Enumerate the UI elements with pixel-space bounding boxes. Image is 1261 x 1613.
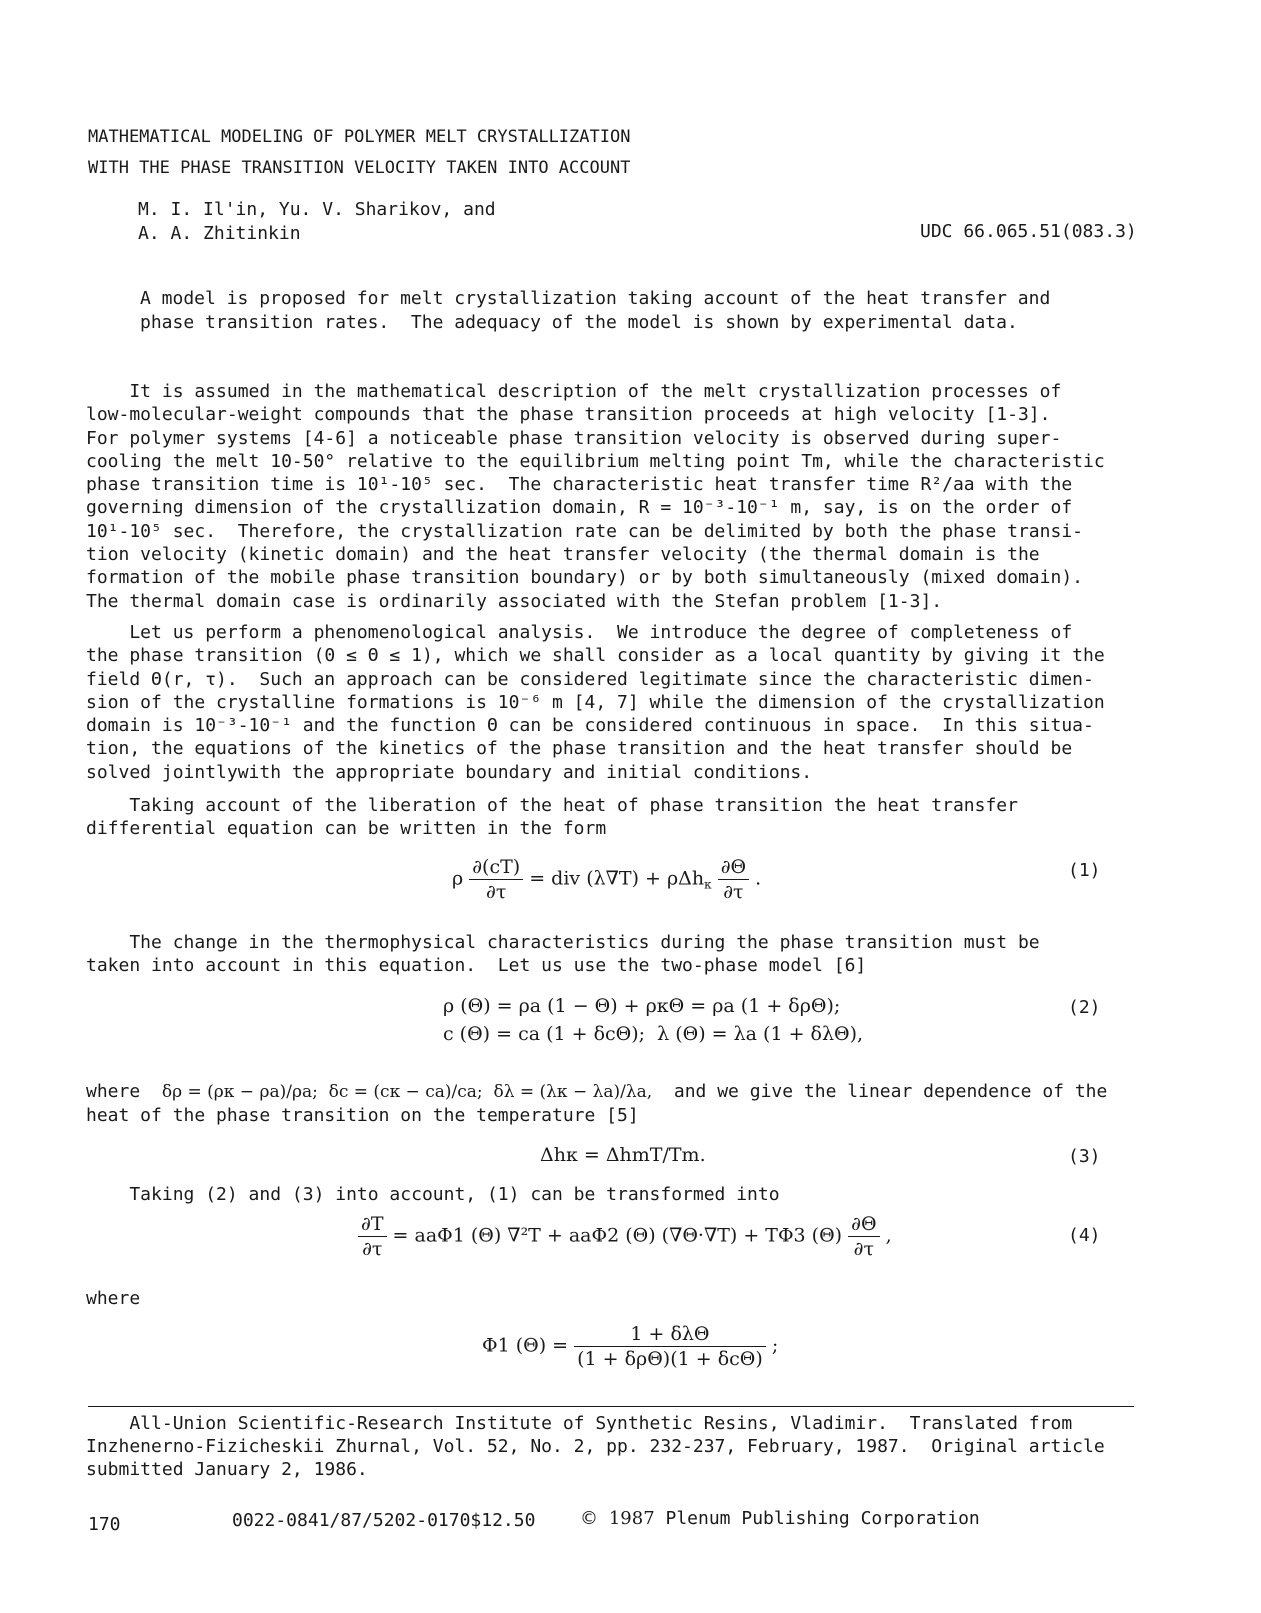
eq-text: , — [879, 1224, 892, 1247]
text-line: solved jointlywith the appropriate boundary and initial conditions. — [86, 761, 813, 783]
text-line: tion, the equations of the kinetics of the phase transition and the heat transfer should be — [86, 738, 1073, 760]
title-line: WITH THE PHASE TRANSITION VELOCITY TAKEN INTO ACCOUNT — [88, 158, 631, 178]
title-line: MATHEMATICAL MODELING OF POLYMER MELT CRYSTALLIZATION — [88, 127, 631, 147]
eq-text: Φ1 (Θ) = — [482, 1334, 575, 1357]
text-line: 10¹-10⁵ sec. Therefore, the crystallization rate can be delimited by both the phase transi- — [86, 520, 1083, 542]
copyright-icon: © — [580, 1508, 598, 1529]
issn-price: 0022-0841/87/5202-0170$12.50 — [232, 1510, 536, 1531]
eq-text: ; — [765, 1334, 779, 1357]
author-line: A. A. Zhitinkin — [138, 223, 301, 244]
eq-line: ρ (Θ) = ρa (1 − Θ) + ρкΘ = ρa (1 + δρΘ); — [443, 995, 841, 1017]
eq-line: c (Θ) = ca (1 + δcΘ); λ (Θ) = λa (1 + δλΘ), — [443, 1023, 864, 1045]
paragraph-two-phase — [86, 931, 1040, 978]
fraction — [358, 1212, 387, 1261]
text-line: heat of the phase transition on the temperature [5] — [86, 1105, 639, 1127]
abstract — [140, 287, 1050, 335]
text-line: low-molecular-weight compounds that the phase transition proceeds at high velocity [1-3]. — [86, 404, 1051, 426]
publisher: Plenum Publishing Corporation — [665, 1508, 980, 1529]
paragraph-analysis — [86, 621, 1105, 784]
numerator: ∂(cT) — [469, 855, 523, 880]
denominator: ∂τ — [853, 1238, 874, 1260]
equation-3: Δhк = ΔhmT/Tm. — [540, 1144, 706, 1166]
equation-2 — [443, 992, 863, 1048]
numerator: ∂T — [358, 1212, 387, 1237]
abstract-line: A model is proposed for melt crystallization taking account of the heat transfer and — [140, 288, 1051, 309]
text-line: For polymer systems [4-6] a noticeable phase transition velocity is observed during super- — [86, 427, 1062, 449]
paragraph-intro — [86, 380, 1105, 613]
text-line: The change in the thermophysical characteristics during the phase transition must be — [86, 932, 1040, 953]
text-line: formation of the mobile phase transition boundary) or by both simultaneously (mixed domain). — [86, 567, 1083, 589]
fraction — [469, 855, 523, 904]
denominator: ∂τ — [486, 881, 507, 903]
author-line: M. I. Il'in, Yu. V. Sharikov, and — [138, 199, 496, 220]
equation-number: (2) — [1068, 997, 1101, 1018]
footnote-divider — [88, 1406, 1134, 1407]
footnote — [86, 1412, 1105, 1481]
equation-1 — [452, 855, 761, 904]
equation-phi1 — [482, 1322, 778, 1371]
paragraph-where: where — [86, 1288, 141, 1309]
text-line: phase transition time is 10¹-10⁵ sec. The characteristic heat transfer time R²/aa with the — [86, 474, 1073, 496]
text-line: submitted January 2, 1986. — [86, 1459, 368, 1480]
text-line: the phase transition (0 ≤ Θ ≤ 1), which we shall consider as a local quantity by giving it the — [86, 645, 1105, 667]
text-line: Taking account of the liberation of the heat of phase transition the heat transfer — [86, 795, 1018, 816]
text-line: Inzhenerno-Fizicheskii Zhurnal, Vol. 52, No. 2, pp. 232-237, February, 1987. Original article — [86, 1436, 1105, 1457]
paragraph-heat-transfer — [86, 794, 1018, 841]
text-line: tion velocity (kinetic domain) and the heat transfer velocity (the thermal domain is the — [86, 544, 1040, 566]
text-line: Let us perform a phenomenological analysis. We introduce the degree of completeness of — [86, 622, 1073, 643]
numerator: 1 + δλΘ — [574, 1322, 766, 1347]
fraction — [718, 855, 749, 904]
text-line: governing dimension of the crystallization domain, R = 10⁻³-10⁻¹ m, say, is on the order of — [86, 497, 1073, 519]
page-number: 170 — [88, 1514, 121, 1535]
denominator: (1 + δρΘ)(1 + δcΘ) — [577, 1348, 763, 1370]
numerator: ∂Θ — [848, 1212, 879, 1237]
fraction — [574, 1322, 766, 1371]
abstract-line: phase transition rates. The adequacy of the model is shown by experimental data. — [140, 312, 1018, 333]
paragraph-transform: Taking (2) and (3) into account, (1) can be transformed into — [86, 1184, 780, 1205]
author-list — [138, 198, 496, 246]
text-line: sion of the crystalline formations is 10⁻⁶ m [4, 7] while the dimension of the crystallization — [86, 691, 1105, 713]
copyright-year: 1987 — [608, 1508, 655, 1529]
eq-subscript: к — [704, 877, 712, 892]
equation-number: (1) — [1068, 860, 1101, 881]
equation-4 — [358, 1212, 892, 1261]
eq-text: = div (λ∇T) + ρΔh — [523, 867, 705, 890]
text-line: taken into account in this equation. Let us use the two-phase model [6] — [86, 955, 867, 977]
eq-text: . — [749, 867, 762, 890]
text-line: It is assumed in the mathematical description of the melt crystallization processes of — [86, 381, 1062, 402]
text-fragment: and we give the linear dependence of the — [673, 1081, 1108, 1102]
paragraph-deltas — [86, 1080, 1107, 1128]
equation-number: (4) — [1068, 1225, 1101, 1246]
equation-number: (3) — [1068, 1146, 1101, 1167]
text-line: The thermal domain case is ordinarily associated with the Stefan problem [1-3]. — [86, 590, 943, 612]
denominator: ∂τ — [723, 881, 744, 903]
numerator: ∂Θ — [718, 855, 749, 880]
fraction — [848, 1212, 879, 1261]
copyright-line — [580, 1508, 980, 1529]
udc-code: UDC 66.065.51(083.3) — [920, 221, 1137, 242]
text-line: field Θ(r, τ). Such an approach can be considered legitimate since the characteristic dimen- — [86, 668, 1094, 690]
text-line: All-Union Scientific-Research Institute of Synthetic Resins, Vladimir. Translated from — [86, 1413, 1073, 1434]
delta-definitions: δρ = (ρк − ρa)/ρa; δc = (cк − ca)/ca; δλ = (λк − λa)/λa, — [161, 1082, 653, 1102]
text-line: cooling the melt 10-50° relative to the equilibrium melting point Tm, while the characteristic — [86, 450, 1105, 472]
eq-text: ρ — [452, 867, 470, 890]
eq-text: = aaΦ1 (Θ) ∇²T + aaΦ2 (Θ) (∇Θ·∇T) + TΦ3 (Θ) — [386, 1224, 849, 1247]
text-fragment: where — [86, 1081, 141, 1102]
text-line: domain is 10⁻³-10⁻¹ and the function Θ can be considered continuous in space. In this situa- — [86, 715, 1094, 737]
paper-title — [88, 122, 630, 184]
denominator: ∂τ — [362, 1238, 383, 1260]
text-line: differential equation can be written in the form — [86, 818, 607, 840]
